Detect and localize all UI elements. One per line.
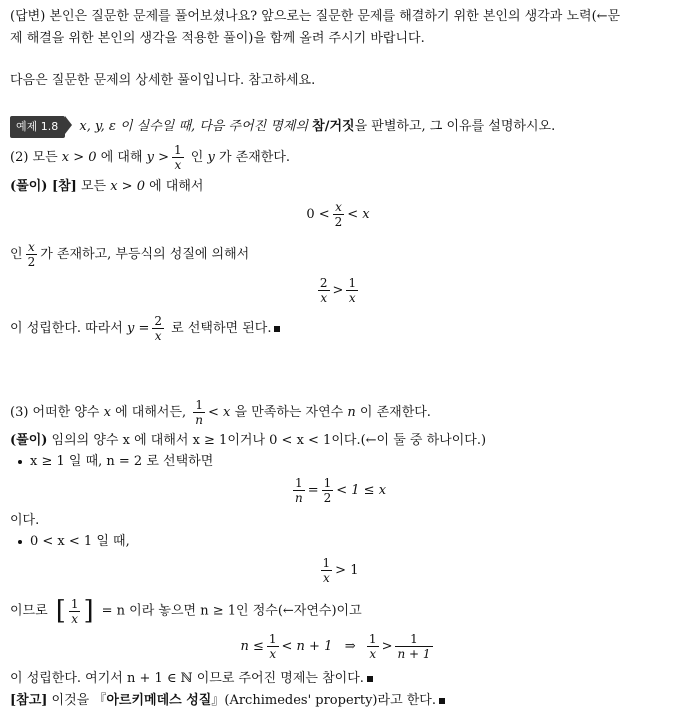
intro-line-1: (답변) 본인은 질문한 문제를 풀어보셨나요? 앞으로는 질문한 문제를 해결하기 위한 본인의 생각과 노력(←문 xyxy=(10,9,621,24)
sol2-eq2-den-l: x xyxy=(318,290,330,305)
sol3-label: (풀이) xyxy=(10,433,48,448)
intro-line-3: 다음은 질문한 문제의 상세한 풀이입니다. 참고하세요. xyxy=(10,73,316,88)
sol3-c1-num-r: 1 xyxy=(323,476,332,490)
p3-n: n xyxy=(347,405,356,420)
sol2-concl-eq: y = xyxy=(127,321,150,336)
sol3-f-frac2 xyxy=(367,632,379,661)
p3-end: 이 존재한다. xyxy=(355,405,431,420)
sol3-c2-num: 1 xyxy=(322,556,331,570)
sol2-concl-pre: 이 성립한다. 따라서 xyxy=(10,321,127,336)
sol3-final-eq xyxy=(0,632,676,661)
sol2-eq2-op: > xyxy=(332,283,344,298)
sol3-text: 임의의 양수 x 에 대해서 x ≥ 1이거나 0 < x < 1이다.(←이 둘 중 하나이다.) xyxy=(47,433,487,448)
sol3-imuro-pre: 이므로 xyxy=(10,603,48,619)
p3-pre: (3) 어떠한 양수 xyxy=(10,405,104,420)
sol3-ida: 이다. xyxy=(10,513,40,528)
p2-cond: x > 0 xyxy=(61,150,97,165)
sol3-imuro-num: 1 xyxy=(70,596,79,611)
qed-square-icon xyxy=(439,698,445,704)
sol3-case1 xyxy=(10,453,213,471)
sol3-f-op: > xyxy=(381,639,393,654)
sol2-eq1-num: x xyxy=(335,200,342,214)
sol2-eq1-left: 0 < xyxy=(306,207,330,222)
sol3-c1-eq: = xyxy=(307,483,319,498)
p2-post: 인 xyxy=(186,150,208,165)
problem-3 xyxy=(10,398,431,427)
p2-var: y xyxy=(207,150,215,165)
p3-var: x xyxy=(103,405,111,420)
sol3-case2 xyxy=(10,533,130,551)
sol2-eq2-den-r: x xyxy=(346,290,358,305)
sol2-concl-frac xyxy=(152,314,164,343)
solution-2-intro xyxy=(10,178,203,196)
sol3-f-num1: 1 xyxy=(268,632,277,646)
p3-mid: 에 대해서든, xyxy=(110,405,191,420)
floor-bracket-right: ] xyxy=(83,596,94,626)
sol2-eq2-num-l: 2 xyxy=(319,276,328,290)
sol2-concl-den: x xyxy=(152,328,164,343)
p2-frac-num: 1 xyxy=(174,143,182,157)
example-badge: 예제 1.8 xyxy=(10,116,65,138)
example-statement-post: 을 판별하고, 그 이유를 설명하시오. xyxy=(354,119,556,134)
p2-frac xyxy=(172,143,184,172)
sol3-f-mid: < n + 1 ⇒ xyxy=(281,639,364,654)
note-label: [참고] xyxy=(10,693,48,708)
sol2-eq2-frac-right xyxy=(346,276,358,305)
sol2-line-post: 가 존재하고, 부등식의 성질에 의해서 xyxy=(40,247,250,262)
solution-3-intro xyxy=(10,432,486,450)
sol3-f-frac1 xyxy=(267,632,279,661)
example-header xyxy=(10,116,555,138)
p2-mid: 에 대해 xyxy=(96,150,147,165)
sol2-eq1-right: < x xyxy=(347,207,370,222)
p3-frac-num: 1 xyxy=(195,398,203,412)
intro-line-2: 제 해결을 위한 본인의 생각을 적용한 풀이)을 함께 올려 주시기 바랍니다. xyxy=(10,31,425,46)
sol2-line-frac xyxy=(26,240,38,269)
sol3-f-num3: 1 xyxy=(410,632,418,646)
sol2-eq1-frac xyxy=(333,200,345,229)
sol3-f-left: n ≤ xyxy=(240,639,264,654)
note-pre: 이것을 『 xyxy=(47,693,107,708)
sol3-f-num2: 1 xyxy=(368,632,377,646)
sol3-case2-eq xyxy=(0,556,676,585)
sol3-c2-right: > 1 xyxy=(335,563,359,578)
p3-ineq: < x xyxy=(208,405,231,420)
sol2-eq1-den: 2 xyxy=(334,215,343,229)
sol3-f-frac3 xyxy=(395,632,432,661)
p2-end: 가 존재한다. xyxy=(214,150,291,165)
example-statement-pre: x, y, ε 이 실수일 때, 다음 주어진 명제의 xyxy=(79,119,313,134)
sol3-imuro-den: x xyxy=(69,611,81,626)
sol2-concl-post: 로 선택하면 된다. xyxy=(167,321,272,336)
p3-post: 을 만족하는 자연수 xyxy=(230,405,348,420)
sol3-c1-right: < 1 ≤ x xyxy=(336,483,387,498)
bullet-icon xyxy=(18,540,22,544)
sol3-case2-text: 0 < x < 1 일 때, xyxy=(30,534,130,549)
sol3-c1-frac-right xyxy=(322,476,334,505)
sol3-imuro-post: = n 이라 놓으면 n ≥ 1인 정수(←자연수)이고 xyxy=(101,603,362,619)
note xyxy=(10,692,445,710)
sol3-case1-eq xyxy=(0,476,676,505)
p3-frac xyxy=(193,398,205,427)
p2-frac-den: x xyxy=(172,157,184,172)
bullet-icon xyxy=(18,460,22,464)
sol2-line-den: 2 xyxy=(27,255,36,269)
sol3-c1-frac-left xyxy=(293,476,305,505)
qed-square-icon xyxy=(367,676,373,682)
sol3-imuro-frac xyxy=(69,597,81,626)
sol2-line-num: x xyxy=(27,240,35,254)
sol3-conclusion xyxy=(10,670,373,688)
sol3-c2-frac xyxy=(321,556,333,585)
sol2-eq2-frac-left xyxy=(318,276,330,305)
sol2-line-pre: 인 xyxy=(10,247,23,262)
p2-pre: (2) 모든 xyxy=(10,150,62,165)
sol3-c1-den-l: n xyxy=(294,491,303,505)
sol3-concl-text: 이 성립한다. 여기서 n + 1 ∈ ℕ 이므로 주어진 명제는 참이다. xyxy=(10,671,364,686)
sol2-concl-num: 2 xyxy=(154,314,163,328)
sol3-c2-den: x xyxy=(321,570,333,585)
example-statement-bold: 참/거짓 xyxy=(312,119,355,134)
note-post: 』(Archimedes' property)라고 한다. xyxy=(211,693,437,708)
qed-square-icon xyxy=(274,326,280,332)
sol2-cond: x > 0 xyxy=(110,179,145,194)
note-bold: 아르키메데스 성질 xyxy=(106,693,212,708)
sol2-label: (풀이) [참] xyxy=(10,179,77,194)
sol2-eq2-num-r: 1 xyxy=(348,276,357,290)
sol2-line xyxy=(10,240,249,269)
sol3-f-den3: n + 1 xyxy=(397,647,431,661)
sol2-text-pre: 모든 xyxy=(76,179,111,194)
p2-ineq: y > xyxy=(146,150,170,165)
sol3-case1-text: x ≥ 1 일 때, n = 2 로 선택하면 xyxy=(30,454,214,469)
sol2-text-post: 에 대해서 xyxy=(144,179,204,194)
sol2-eq2 xyxy=(0,276,676,305)
sol3-f-den2: x xyxy=(367,646,379,661)
sol2-eq1 xyxy=(0,200,676,229)
sol3-c1-den-r: 2 xyxy=(323,491,332,505)
sol3-f-den1: x xyxy=(267,646,279,661)
floor-bracket-left: [ xyxy=(55,596,66,626)
sol3-c1-num-l: 1 xyxy=(295,476,303,490)
sol3-imuro xyxy=(10,596,362,626)
problem-2 xyxy=(10,143,290,172)
p3-frac-den: n xyxy=(195,413,204,427)
sol2-conclusion xyxy=(10,314,280,343)
